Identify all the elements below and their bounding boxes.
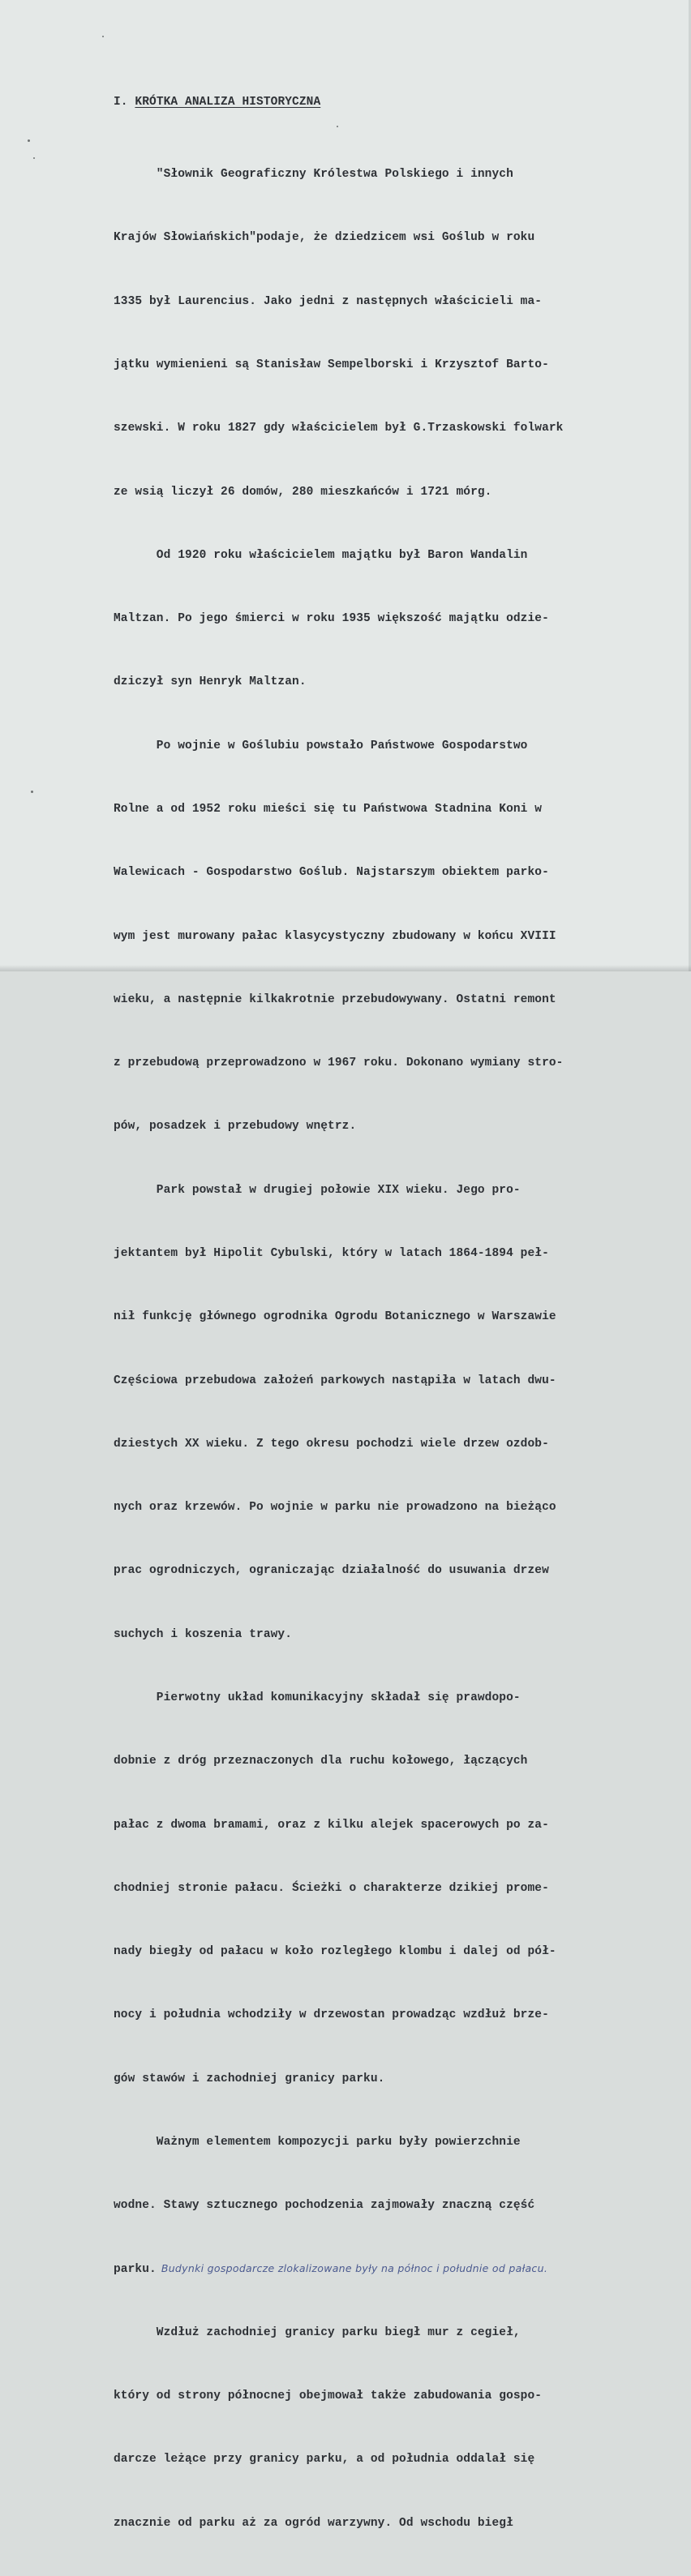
text-line: z przebudową przeprowadzono w 1967 roku. Dokonano wymiany stro- — [114, 1057, 564, 1070]
text-line: Po wojnie w Goślubiu powstało Państwowe Gospodarstwo — [114, 739, 528, 752]
text-line: wodne. Stawy sztucznego pochodzenia zajmowały znaczną część — [114, 2199, 535, 2213]
text-line: wieku, a następnie kilkakrotnie przebudowywany. Ostatni remont — [114, 992, 556, 1006]
text-line: gów stawów i zachodniej granicy parku. — [114, 2072, 385, 2085]
text-line: wym jest murowany pałac klasycystyczny zbudowany w końcu XVIII — [114, 929, 556, 943]
text-line: jektantem był Hipolit Cybulski, który w latach 1864-1894 peł- — [114, 1246, 549, 1260]
text-line: Ważnym elementem kompozycji parku były powierzchnie — [114, 2135, 521, 2149]
body-text — [114, 122, 564, 2576]
text-line: znacznie od parku aż za ogród warzywny. Od wschodu biegł — [114, 2516, 513, 2530]
text-line: który od strony północnej obejmował także zabudowania gospo- — [114, 2390, 543, 2403]
text-line: Częściowa przebudowa założeń parkowych nastąpiła w latach dwu- — [114, 1374, 556, 1387]
text-line: jątku wymienieni są Stanisław Sempelborski i Krzysztof Barto- — [114, 358, 549, 372]
heading-number: I. — [114, 96, 128, 109]
text-line: Park powstał w drugiej połowie XIX wieku. Jego pro- — [114, 1183, 521, 1197]
text-line: nady biegły od pałacu w koło rozległego klombu i dalej od pół- — [114, 1945, 556, 1959]
text-line: darcze leżące przy granicy parku, a od południa oddalał się — [114, 2453, 535, 2467]
text-line: chodniej stronie pałacu. Ścieżki o charakterze dzikiej prome- — [114, 1881, 549, 1895]
text-line: nych oraz krzewów. Po wojnie w parku nie prowadzono na bieżąco — [114, 1501, 556, 1515]
text-line: pów, posadzek i przebudowy wnętrz. — [114, 1120, 357, 1134]
text-line: Od 1920 roku właścicielem majątku był Baron Wandalin — [114, 548, 528, 562]
text-line: nocy i południa wchodziły w drzewostan prowadząc wzdłuż brze- — [114, 2008, 549, 2022]
scan-speck — [102, 36, 104, 37]
text-line: dziczył syn Henryk Maltzan. — [114, 675, 307, 689]
text-line: Krajów Słowiańskich"podaje, że dziedzicem wsi Goślub w roku — [114, 231, 535, 245]
text-line: Maltzan. Po jego śmierci w roku 1935 większość majątku odzie- — [114, 612, 549, 626]
heading-title: KRÓTKA ANALIZA HISTORYCZNA — [135, 96, 321, 109]
text-line: pałac z dwoma bramami, oraz z kilku alejek spacerowych po za- — [114, 1818, 549, 1832]
handwritten-annotation: Budynki gospodarcze zlokalizowane były na północ i południe od pałacu. — [161, 2262, 548, 2275]
text-line: prac ogrodniczych, ograniczając działalność do usuwania drzew — [114, 1564, 549, 1578]
text-line: dziestych XX wieku. Z tego okresu pochodzi wiele drzew ozdob- — [114, 1437, 549, 1451]
text-line: dobnie z dróg przeznaczonych dla ruchu kołowego, łączących — [114, 1755, 528, 1768]
text-line: 1335 był Laurencius. Jako jedni z następnych właścicieli ma- — [114, 294, 543, 308]
text-line: Pierwotny układ komunikacyjny składał się prawdopo- — [114, 1691, 521, 1704]
text-line: ze wsią liczył 26 domów, 280 mieszkańców i 1721 mórg. — [114, 485, 492, 499]
text-line: nił funkcję głównego ogrodnika Ogrodu Botanicznego w Warszawie — [114, 1310, 556, 1324]
text-line: "Słownik Geograficzny Królestwa Polskiego i innych — [114, 168, 513, 182]
text-line: suchych i koszenia trawy. — [114, 1627, 293, 1641]
typed-word: parku. — [114, 2263, 157, 2277]
scan-speck — [28, 139, 30, 142]
text-line-with-annotation — [114, 2258, 564, 2279]
scan-speck — [33, 157, 35, 159]
section-heading — [114, 96, 320, 109]
bottom-shadow — [0, 965, 691, 971]
text-line: Rolne a od 1952 roku mieści się tu Państwowa Stadnina Koni w — [114, 803, 543, 816]
text-line: Wzdłuż zachodniej granicy parku biegł mur z cegieł, — [114, 2325, 521, 2339]
scan-speck — [31, 791, 33, 793]
text-line: szewski. W roku 1827 gdy właścicielem był G.Trzaskowski folwark — [114, 422, 564, 435]
text-line: Walewicach - Gospodarstwo Goślub. Najstarszym obiektem parko- — [114, 866, 549, 880]
